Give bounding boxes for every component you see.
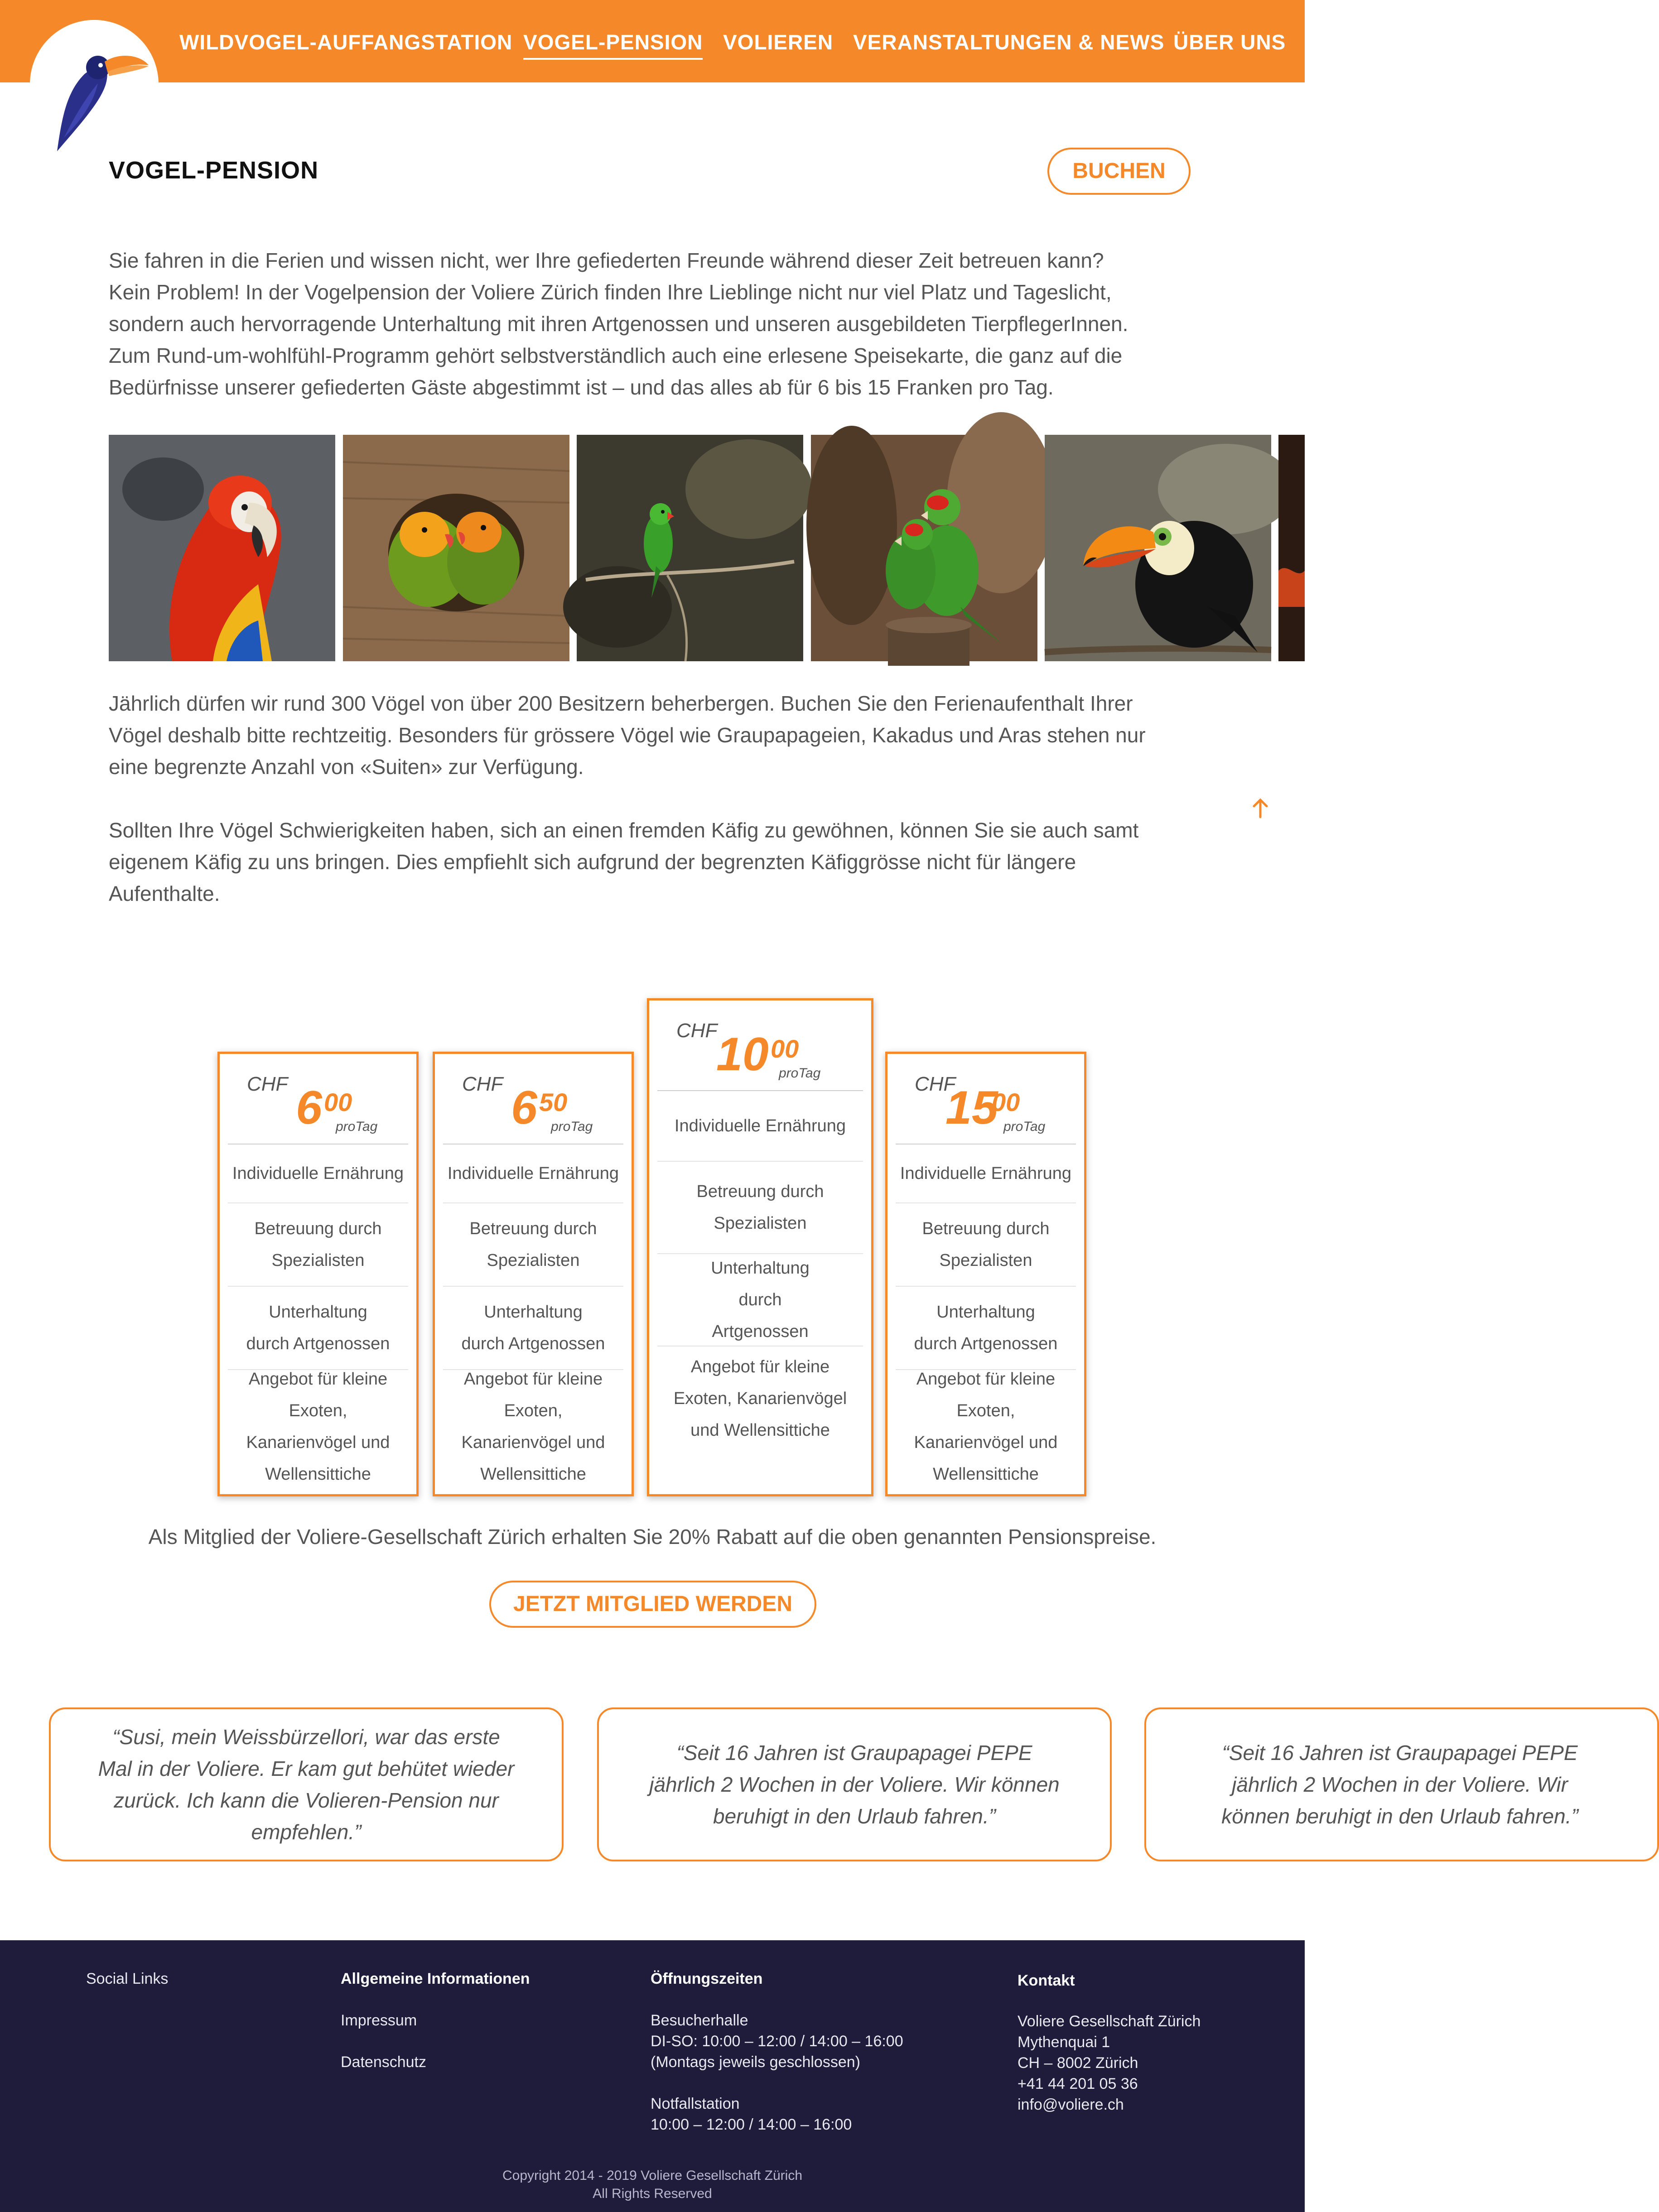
contact-heading: Kontakt bbox=[1018, 1972, 1075, 1989]
copyright-text: Copyright 2014 - 2019 Voliere Gesellschaft Zürich bbox=[502, 2168, 803, 2183]
nav-volieren[interactable]: VOLIEREN bbox=[723, 30, 834, 54]
feature-item: Individuelle Ernährung bbox=[228, 1144, 408, 1203]
price-cents: 50 bbox=[539, 1088, 568, 1116]
feature-item: Betreuung durch Spezialisten bbox=[896, 1203, 1076, 1287]
green-parakeet-photo[interactable] bbox=[577, 435, 803, 661]
hours-heading: Öffnungszeiten bbox=[651, 1970, 763, 1987]
testimonial-card bbox=[49, 1707, 564, 1861]
hours-line: Besucherhalle bbox=[651, 2012, 748, 2029]
price-amount: 15 bbox=[945, 1082, 998, 1134]
social-links[interactable]: Social Links bbox=[86, 1970, 169, 1987]
per-day-label: proTag bbox=[551, 1119, 593, 1134]
become-member-button[interactable]: JETZT MITGLIED WERDEN bbox=[489, 1581, 816, 1628]
scroll-to-top-icon[interactable] bbox=[1251, 798, 1269, 819]
feature-item: Angebot für kleine Exoten, Kanarienvögel und Wellensittiche bbox=[246, 1370, 390, 1484]
lovebirds-photo[interactable] bbox=[343, 435, 569, 661]
page-title: VOGEL-PENSION bbox=[109, 157, 319, 184]
testimonial-card-partial bbox=[1144, 1707, 1659, 1861]
impressum-link[interactable]: Impressum bbox=[341, 2012, 417, 2029]
price-amount: 10 bbox=[716, 1028, 769, 1081]
para-line: eine begrenzte Anzahl von «Suiten» zur Verfügung. bbox=[109, 755, 584, 779]
feature-item: Individuelle Ernährung bbox=[657, 1091, 863, 1162]
feature-item: Betreuung durch Spezialisten bbox=[657, 1162, 863, 1254]
price-amount: 6 bbox=[296, 1082, 322, 1134]
feature-item: Unterhaltung durch Artgenossen bbox=[657, 1254, 863, 1346]
site-footer bbox=[0, 1940, 1305, 2212]
currency-label: CHF bbox=[915, 1073, 956, 1095]
conures-photo[interactable] bbox=[811, 435, 1037, 661]
intro-paragraph bbox=[109, 245, 1205, 403]
per-day-label: proTag bbox=[336, 1119, 378, 1134]
email-link[interactable]: info@voliere.ch bbox=[1018, 2096, 1124, 2113]
price-card-15-00[interactable] bbox=[885, 1052, 1086, 1496]
site-header bbox=[0, 0, 1305, 82]
price-header bbox=[228, 1054, 408, 1144]
price-cents: 00 bbox=[992, 1088, 1020, 1116]
testimonial-quote: “Susi, mein Weissbürzellori, war das erste Mal in der Voliere. Er kam gut behütet wieder zurück. Ich kann die Volieren-Pension nur empfehlen.” bbox=[98, 1725, 515, 1844]
price-cents: 00 bbox=[324, 1088, 352, 1116]
nav-wildvogel[interactable]: WILDVOGEL-AUFFANGSTATION bbox=[179, 30, 513, 54]
testimonial-quote: “Seit 16 Jahren ist Graupapagei PEPE jährlich 2 Wochen in der Voliere. Wir können beruhigt in den Urlaub fahren.” bbox=[649, 1741, 1060, 1828]
rights-text: All Rights Reserved bbox=[593, 2186, 712, 2201]
hours-line: DI-SO: 10:00 – 12:00 / 14:00 – 16:00 bbox=[651, 2033, 903, 2050]
feature-item: Angebot für kleine Exoten, Kanarienvögel und Wellensittiche bbox=[914, 1370, 1058, 1484]
price-header bbox=[657, 1000, 863, 1091]
price-card-10-00[interactable] bbox=[647, 998, 873, 1496]
intro-line: Kein Problem! In der Vogelpension der Voliere Zürich finden Ihre Lieblinge nicht nur viel Platz und Tageslicht, bbox=[109, 280, 1112, 304]
member-discount-text: Als Mitglied der Voliere-Gesellschaft Zürich erhalten Sie 20% Rabatt auf die oben genannten Pensionspreise. bbox=[148, 1525, 1157, 1548]
scarlet-macaw-photo[interactable] bbox=[109, 435, 335, 661]
contact-line: Voliere Gesellschaft Zürich bbox=[1018, 2013, 1201, 2030]
price-cents: 00 bbox=[771, 1034, 799, 1063]
nav-ueber-uns[interactable]: ÜBER UNS bbox=[1173, 30, 1286, 54]
intro-line: sondern auch hervorragende Unterhaltung mit ihren Artgenossen und unseren ausgebildeten TierpflegerInnen. bbox=[109, 312, 1129, 336]
currency-label: CHF bbox=[676, 1019, 718, 1042]
feature-item: Betreuung durch Spezialisten bbox=[443, 1203, 623, 1287]
para-line: Aufenthalte. bbox=[109, 882, 220, 905]
para-line: eigenem Käfig zu uns bringen. Dies empfiehlt sich aufgrund der begrenzten Käfiggrösse nicht für längere bbox=[109, 850, 1076, 874]
feature-item: Betreuung durch Spezialisten bbox=[228, 1203, 408, 1287]
toucan-logo[interactable] bbox=[30, 20, 159, 149]
intro-line: Bedürfnisse unserer gefiederten Gäste abgestimmt ist – und das alles ab für 6 bis 15 Franken pro Tag. bbox=[109, 375, 1054, 399]
currency-label: CHF bbox=[462, 1073, 503, 1095]
testimonial-quote: “Seit 16 Jahren ist Graupapagei PEPE jährlich 2 Wochen in der Voliere. Wir können beruhigt in den Urlaub fahren.” bbox=[1221, 1741, 1578, 1828]
contact-line: CH – 8002 Zürich bbox=[1018, 2054, 1138, 2072]
hours-line: (Montags jeweils geschlossen) bbox=[651, 2053, 860, 2071]
price-card-6-00[interactable] bbox=[217, 1052, 419, 1496]
phone-link[interactable]: +41 44 201 05 36 bbox=[1018, 2075, 1138, 2092]
per-day-label: proTag bbox=[1003, 1119, 1046, 1134]
feature-item: Individuelle Ernährung bbox=[896, 1144, 1076, 1203]
per-day-label: proTag bbox=[779, 1066, 821, 1081]
hours-line: Notfallstation bbox=[651, 2095, 740, 2112]
para-line: Sollten Ihre Vögel Schwierigkeiten haben, sich an einen fremden Käfig zu gewöhnen, können Sie sie auch samt bbox=[109, 818, 1139, 842]
testimonial-card bbox=[597, 1707, 1112, 1861]
price-header bbox=[443, 1054, 623, 1144]
para-line: Jährlich dürfen wir rund 300 Vögel von über 200 Besitzern beherbergen. Buchen Sie den Ferienaufenthalt Ihrer bbox=[109, 692, 1133, 715]
contact-line: Mythenquai 1 bbox=[1018, 2034, 1110, 2051]
price-card-6-50[interactable] bbox=[433, 1052, 634, 1496]
para-line: Vögel deshalb bitte rechtzeitig. Besonders für grössere Vögel wie Graupapageien, Kakadus und Aras stehen nur bbox=[109, 723, 1146, 747]
capacity-paragraph bbox=[109, 688, 1205, 783]
currency-label: CHF bbox=[247, 1073, 288, 1095]
intro-line: Zum Rund-um-wohlfühl-Programm gehört selbstverständlich auch eine erlesene Speisekarte, die ganz auf die bbox=[109, 344, 1123, 367]
feature-item: Unterhaltung durch Artgenossen bbox=[896, 1287, 1076, 1370]
main-nav bbox=[0, 0, 1305, 82]
feature-item: Unterhaltung durch Artgenossen bbox=[443, 1287, 623, 1370]
cage-paragraph bbox=[109, 814, 1205, 909]
intro-line: Sie fahren in die Ferien und wissen nicht, wer Ihre gefiederten Freunde während dieser Zeit betreuen kann? bbox=[109, 249, 1104, 272]
nav-veranstaltungen[interactable]: VERANSTALTUNGEN & NEWS bbox=[853, 30, 1165, 54]
book-button[interactable]: BUCHEN bbox=[1047, 148, 1191, 195]
feature-item: Unterhaltung durch Artgenossen bbox=[228, 1287, 408, 1370]
partial-photo[interactable] bbox=[1278, 435, 1305, 661]
price-header bbox=[896, 1054, 1076, 1144]
toucan-photo[interactable] bbox=[1045, 435, 1271, 661]
info-heading: Allgemeine Informationen bbox=[341, 1970, 530, 1987]
datenschutz-link[interactable]: Datenschutz bbox=[341, 2053, 426, 2071]
nav-vogel-pension[interactable]: VOGEL-PENSION bbox=[523, 30, 703, 60]
feature-item: Angebot für kleine Exoten, Kanarienvögel und Wellensittiche bbox=[461, 1370, 605, 1484]
feature-item: Angebot für kleine Exoten, Kanarienvögel und Wellensittiche bbox=[673, 1357, 847, 1440]
feature-item: Individuelle Ernährung bbox=[443, 1144, 623, 1203]
price-amount: 6 bbox=[511, 1082, 537, 1134]
hours-line: 10:00 – 12:00 / 14:00 – 16:00 bbox=[651, 2116, 852, 2133]
